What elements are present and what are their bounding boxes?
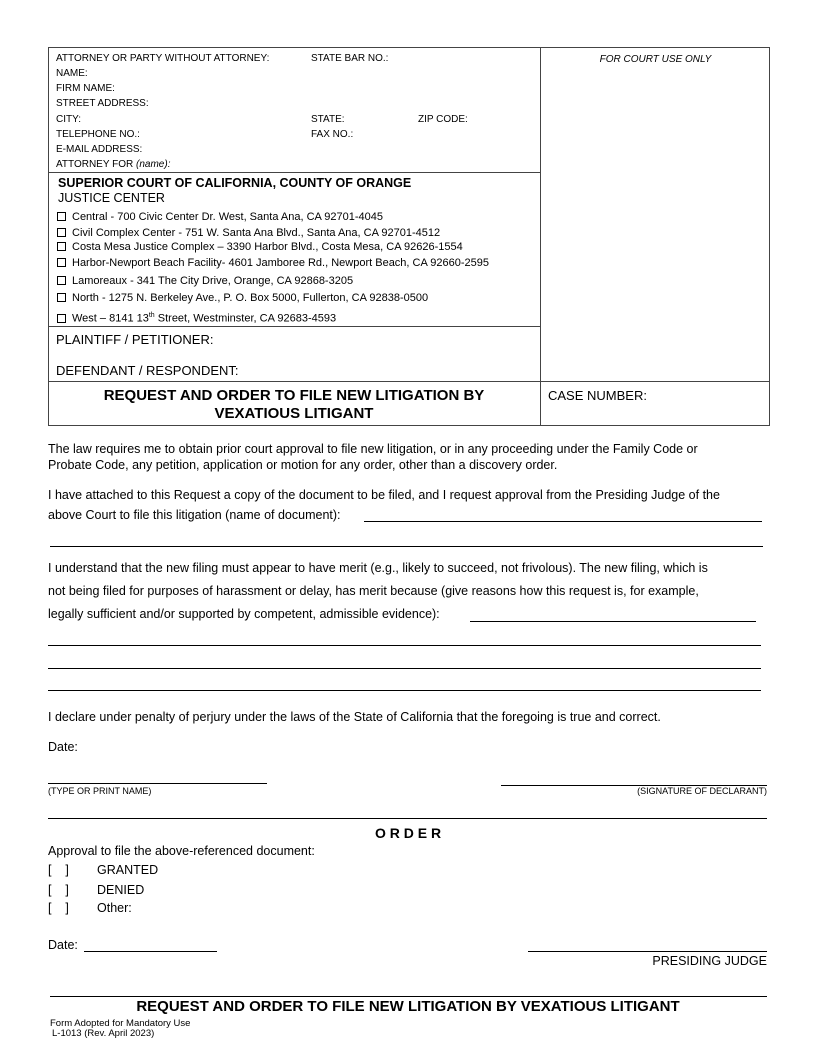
checkbox-icon[interactable] xyxy=(57,242,66,251)
caption-divider xyxy=(540,47,541,426)
location-costa-mesa[interactable] xyxy=(57,241,463,254)
presiding-judge-label: PRESIDING JUDGE xyxy=(652,954,767,968)
firm-label: FIRM NAME: xyxy=(56,83,115,94)
option-label: DENIED xyxy=(97,883,145,897)
footer-title: REQUEST AND ORDER TO FILE NEW LITIGATION BY VEXATIOUS LITIGANT xyxy=(136,998,680,1015)
street-label: STREET ADDRESS: xyxy=(56,98,149,109)
option-label: Other: xyxy=(97,901,132,915)
state-bar-label: STATE BAR NO.: xyxy=(311,53,389,64)
checkbox-icon[interactable] xyxy=(57,258,66,267)
location-civil-complex[interactable] xyxy=(57,227,440,240)
option-bracket: [ ] xyxy=(48,863,69,877)
para1-line1: The law requires me to obtain prior court approval to file new litigation, or in any proceeding under the Family Code or xyxy=(48,442,698,456)
checkbox-icon[interactable] xyxy=(57,314,66,323)
option-other[interactable] xyxy=(48,901,132,916)
attorney-label: ATTORNEY OR PARTY WITHOUT ATTORNEY: xyxy=(56,53,270,64)
location-label: Lamoreaux - 341 The City Drive, Orange, CA 92868-3205 xyxy=(72,275,354,287)
plaintiff-label: PLAINTIFF / PETITIONER: xyxy=(56,332,214,347)
location-harbor-newport[interactable] xyxy=(57,257,489,270)
checkbox-icon[interactable] xyxy=(57,293,66,302)
declaration-text: I declare under penalty of perjury under the laws of the State of California that the foregoing is true and correct. xyxy=(48,710,661,724)
name-label: NAME: xyxy=(56,68,88,79)
judge-signature-field[interactable] xyxy=(528,951,767,952)
option-bracket: [ ] xyxy=(48,883,69,897)
location-lamoreaux[interactable] xyxy=(57,275,353,288)
merit-reason-field-2[interactable] xyxy=(48,645,761,646)
footer-divider xyxy=(50,996,767,997)
para1-line2: Probate Code, any petition, application or motion for any order, other than a discovery order. xyxy=(48,458,558,472)
fax-label: FAX NO.: xyxy=(311,129,354,140)
telephone-label: TELEPHONE NO.: xyxy=(56,129,140,140)
court-name: SUPERIOR COURT OF CALIFORNIA, COUNTY OF ORANGE xyxy=(58,176,412,190)
attorney-for-hint: (name): xyxy=(136,159,171,170)
print-name-field[interactable] xyxy=(48,783,267,784)
location-north[interactable] xyxy=(57,292,428,305)
location-central[interactable] xyxy=(57,211,383,224)
merit-reason-field[interactable] xyxy=(470,621,756,622)
signature-label: (SIGNATURE OF DECLARANT) xyxy=(637,786,767,796)
print-name-label: (TYPE OR PRINT NAME) xyxy=(48,786,152,796)
court-parties-divider xyxy=(48,326,540,327)
form-title xyxy=(48,387,540,423)
state-label: STATE: xyxy=(311,114,345,125)
location-label: North - 1275 N. Berkeley Ave., P. O. Box 5000, Fullerton, CA 92838-0500 xyxy=(72,292,429,304)
footer-form-id: L-1013 (Rev. April 2023) xyxy=(52,1028,155,1039)
location-label: Costa Mesa Justice Complex – 3390 Harbor Blvd., Costa Mesa, CA 92626-1554 xyxy=(72,241,463,253)
document-name-field[interactable] xyxy=(364,521,762,522)
checkbox-icon[interactable] xyxy=(57,212,66,221)
merit-reason-field-3[interactable] xyxy=(48,668,761,669)
city-label: CITY: xyxy=(56,114,82,125)
option-label: GRANTED xyxy=(97,863,159,877)
attorney-for-label xyxy=(56,159,170,171)
checkbox-icon[interactable] xyxy=(57,276,66,285)
email-label: E-MAIL ADDRESS: xyxy=(56,144,143,155)
para3-line3: legally sufficient and/or supported by competent, admissible evidence): xyxy=(48,607,440,621)
attorney-court-divider xyxy=(48,172,540,173)
justice-center-label: JUSTICE CENTER xyxy=(58,191,165,205)
declaration-date-label: Date: xyxy=(48,740,78,754)
document-name-field-2[interactable] xyxy=(50,546,763,547)
para2-line1: I have attached to this Request a copy of the document to be filed, and I request approval from the Presiding Judge of the xyxy=(48,488,720,502)
order-heading: O R D E R xyxy=(374,825,442,841)
para3-line1: I understand that the new filing must appear to have merit (e.g., likely to succeed, not frivolous). The new filing, which is xyxy=(48,561,708,575)
form-title-line1: REQUEST AND ORDER TO FILE NEW LITIGATION BY xyxy=(103,387,485,404)
section-divider xyxy=(48,818,767,819)
location-west-suffix: Street, Westminster, CA 92683-4593 xyxy=(154,312,337,325)
merit-reason-field-4[interactable] xyxy=(48,690,761,691)
defendant-label: DEFENDANT / RESPONDENT: xyxy=(56,363,239,378)
attorney-for-text: ATTORNEY FOR xyxy=(56,159,134,170)
para3-line2: not being filed for purposes of harassment or delay, has merit because (give reasons how this request is, for example, xyxy=(48,584,699,598)
option-denied[interactable] xyxy=(48,883,144,898)
location-label: Central - 700 Civic Center Dr. West, Santa Ana, CA 92701-4045 xyxy=(72,211,384,223)
title-divider xyxy=(48,381,770,382)
para2-line2: above Court to file this litigation (name of document): xyxy=(48,508,341,522)
zip-label: ZIP CODE: xyxy=(418,114,468,125)
court-use-label xyxy=(541,54,770,66)
form-title-line2: VEXATIOUS LITIGANT xyxy=(214,405,374,422)
court-use-text: FOR COURT USE ONLY xyxy=(599,54,712,65)
order-date-field[interactable] xyxy=(84,951,217,952)
checkbox-icon[interactable] xyxy=(57,228,66,237)
location-label: Civil Complex Center - 751 W. Santa Ana Blvd., Santa Ana, CA 92701-4512 xyxy=(72,227,441,239)
option-bracket: [ ] xyxy=(48,901,69,915)
location-west-prefix: West – 8141 13 xyxy=(72,312,149,325)
approval-label: Approval to file the above-referenced document: xyxy=(48,844,315,858)
order-date-label: Date: xyxy=(48,938,78,952)
location-west-sup: th xyxy=(148,312,155,319)
location-west[interactable] xyxy=(57,309,336,326)
footer-adopted: Form Adopted for Mandatory Use xyxy=(50,1018,191,1029)
case-number-label: CASE NUMBER: xyxy=(548,388,647,403)
location-label: Harbor-Newport Beach Facility- 4601 Jamboree Rd., Newport Beach, CA 92660-2595 xyxy=(72,257,489,269)
option-granted[interactable] xyxy=(48,863,158,878)
